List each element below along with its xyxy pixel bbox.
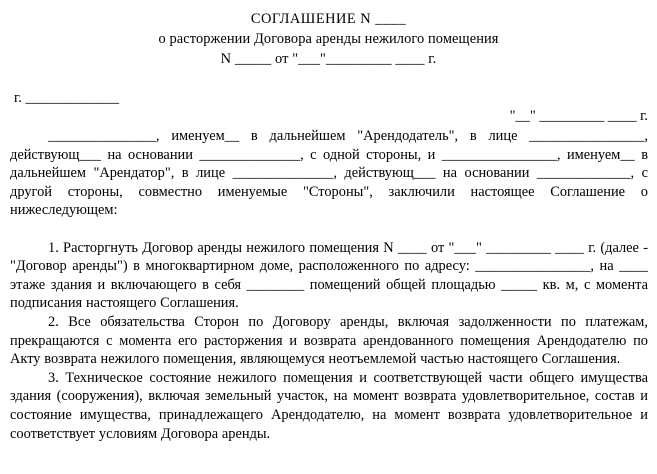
city-field: г. _____________ bbox=[14, 90, 120, 106]
document-title-line-1: СОГЛАШЕНИЕ N ____ bbox=[250, 11, 407, 27]
document-title-line-2: о расторжении Договора аренды нежилого помещения bbox=[158, 31, 499, 47]
clause-item-2: 2. Все обязательства Сторон по Договору аренды, включая задолженности по платежам, прекращаются с момента его расторжения и возврата арендованного помещения Арендодателю по Акту возврата нежилого помещения, являющемуся неотъемлемой частью настоящего Соглашения. bbox=[10, 313, 648, 368]
clause-item-3: 3. Техническое состояние нежилого помещения и соответствующей части общего имущества здания (сооружения), включая земельный участок, на момент возврата удовлетворительное, состав и состояние имущества, принадлежащего Арендодателю, на момент возврата удовлетворительное и соответствует условиям Договора аренды. bbox=[10, 369, 648, 442]
parties-paragraph: _______________, именуем__ в дальнейшем "Арендодатель", в лице ________________, действующ___ на основании ______________, с одной стороны, и ________________, именуем__ в дальнейшем "Арендатор", в лице ______________, действующ___ на основании _____________, с другой стороны, совместно именуемые "Стороны", заключили настоящее Соглашение о нижеследующем: bbox=[10, 128, 648, 219]
clause-item-1: 1. Расторгнуть Договор аренды нежилого помещения N ____ от "___" _________ ____ г. (далее - "Договор аренды") в многоквартирном доме, расположенного по адресу: ________________, на ____ этаже здания и включающего в себя ________ помещений общей площадью _____ кв. м, с момента подписания настоящего Соглашения. bbox=[10, 239, 648, 312]
date-field: "__" _________ ____ г. bbox=[509, 108, 648, 124]
document-header-row bbox=[0, 81, 657, 127]
document-body bbox=[0, 127, 657, 443]
document-title-line-3: N _____ от "___"_________ ____ г. bbox=[220, 51, 437, 67]
document-title-block bbox=[0, 0, 657, 69]
